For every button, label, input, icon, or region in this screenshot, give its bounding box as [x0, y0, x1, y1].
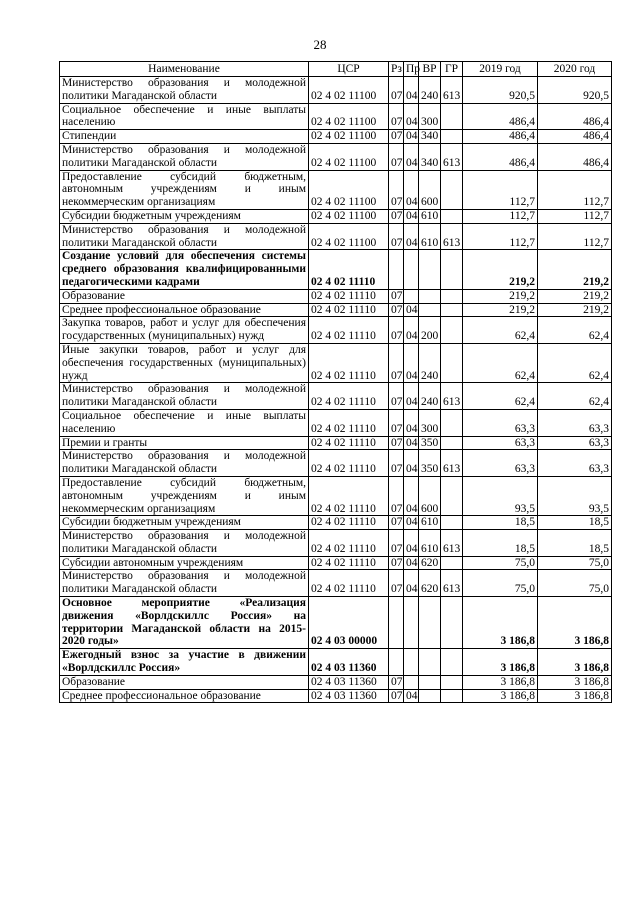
cell-2020: 62,4 [538, 343, 612, 382]
cell-pr: 04 [404, 343, 419, 382]
cell-csr: 02 4 02 11110 [309, 383, 389, 410]
cell-name: Ежегодный взнос за участие в движении «Ворлдскиллс Россия» [60, 649, 309, 676]
cell-2020: 219,2 [538, 250, 612, 289]
table-row [60, 383, 612, 410]
cell-vr: 300 [419, 103, 441, 130]
cell-2020: 112,7 [538, 223, 612, 250]
cell-csr: 02 4 02 11100 [309, 103, 389, 130]
cell-pr [404, 289, 419, 303]
table-row [60, 303, 612, 317]
cell-2020: 920,5 [538, 77, 612, 104]
cell-rz: 07 [389, 556, 404, 570]
cell-rz: 07 [389, 689, 404, 703]
cell-name: Субсидии автономным учреждениям [60, 556, 309, 570]
cell-csr: 02 4 02 11110 [309, 450, 389, 477]
cell-vr: 340 [419, 130, 441, 144]
cell-gr: 613 [441, 450, 463, 477]
cell-2019: 62,4 [463, 383, 538, 410]
cell-rz: 07 [389, 530, 404, 557]
cell-2020: 486,4 [538, 143, 612, 170]
table-row [60, 530, 612, 557]
cell-pr: 04 [404, 530, 419, 557]
cell-rz: 07 [389, 383, 404, 410]
cell-rz: 07 [389, 450, 404, 477]
cell-name: Создание условий для обеспечения системы среднего образования квалифицированными педагогическими кадрами [60, 250, 309, 289]
cell-2020: 18,5 [538, 516, 612, 530]
cell-gr [441, 436, 463, 450]
cell-name: Министерство образования и молодежной политики Магаданской области [60, 143, 309, 170]
cell-vr: 610 [419, 209, 441, 223]
cell-csr: 02 4 03 11360 [309, 689, 389, 703]
cell-name: Министерство образования и молодежной политики Магаданской области [60, 530, 309, 557]
cell-name: Министерство образования и молодежной политики Магаданской области [60, 570, 309, 597]
cell-name: Министерство образования и молодежной политики Магаданской области [60, 450, 309, 477]
cell-csr: 02 4 02 11110 [309, 250, 389, 289]
cell-2019: 219,2 [463, 303, 538, 317]
table-row [60, 476, 612, 515]
cell-2019: 486,4 [463, 143, 538, 170]
cell-2019: 3 186,8 [463, 689, 538, 703]
cell-csr: 02 4 02 11110 [309, 436, 389, 450]
cell-name: Субсидии бюджетным учреждениям [60, 209, 309, 223]
cell-csr: 02 4 02 11110 [309, 289, 389, 303]
cell-gr [441, 250, 463, 289]
cell-rz: 07 [389, 343, 404, 382]
cell-gr [441, 209, 463, 223]
cell-rz: 07 [389, 570, 404, 597]
cell-vr: 620 [419, 556, 441, 570]
cell-gr [441, 409, 463, 436]
cell-pr: 04 [404, 143, 419, 170]
cell-2020: 112,7 [538, 209, 612, 223]
cell-2019: 112,7 [463, 223, 538, 250]
cell-name: Министерство образования и молодежной политики Магаданской области [60, 223, 309, 250]
cell-pr: 04 [404, 689, 419, 703]
cell-vr [419, 649, 441, 676]
cell-vr [419, 303, 441, 317]
cell-rz [389, 597, 404, 649]
cell-gr [441, 130, 463, 144]
cell-vr [419, 689, 441, 703]
table-body [60, 77, 612, 703]
header-2020: 2020 год [538, 62, 612, 77]
cell-name: Предоставление субсидий бюджетным, автономным учреждениям и иным некоммерческим организациям [60, 476, 309, 515]
cell-name: Среднее профессиональное образование [60, 689, 309, 703]
cell-name: Закупка товаров, работ и услуг для обеспечения государственных (муниципальных) нужд [60, 317, 309, 344]
cell-2020: 63,3 [538, 450, 612, 477]
cell-vr: 620 [419, 570, 441, 597]
cell-rz: 07 [389, 675, 404, 689]
header-name: Наименование [60, 62, 309, 77]
cell-name: Предоставление субсидий бюджетным, автономным учреждениям и иным некоммерческим организациям [60, 170, 309, 209]
cell-2019: 75,0 [463, 570, 538, 597]
table-row [60, 556, 612, 570]
cell-2019: 63,3 [463, 409, 538, 436]
cell-gr [441, 675, 463, 689]
cell-2020: 63,3 [538, 409, 612, 436]
cell-csr: 02 4 02 11110 [309, 516, 389, 530]
cell-pr [404, 649, 419, 676]
cell-pr: 04 [404, 317, 419, 344]
cell-rz: 07 [389, 436, 404, 450]
cell-rz: 07 [389, 476, 404, 515]
cell-2020: 3 186,8 [538, 675, 612, 689]
cell-2020: 3 186,8 [538, 689, 612, 703]
cell-gr: 613 [441, 383, 463, 410]
budget-table [59, 61, 612, 703]
cell-rz: 07 [389, 209, 404, 223]
cell-pr [404, 597, 419, 649]
cell-gr [441, 343, 463, 382]
cell-rz [389, 649, 404, 676]
cell-rz: 07 [389, 143, 404, 170]
cell-2019: 93,5 [463, 476, 538, 515]
cell-csr: 02 4 02 11100 [309, 209, 389, 223]
cell-name: Премии и гранты [60, 436, 309, 450]
cell-csr: 02 4 03 11360 [309, 675, 389, 689]
cell-rz: 07 [389, 130, 404, 144]
cell-pr: 04 [404, 383, 419, 410]
cell-csr: 02 4 02 11100 [309, 130, 389, 144]
table-row [60, 77, 612, 104]
cell-2019: 75,0 [463, 556, 538, 570]
cell-pr: 04 [404, 556, 419, 570]
table-row [60, 289, 612, 303]
table-row [60, 570, 612, 597]
cell-2019: 3 186,8 [463, 597, 538, 649]
cell-2019: 62,4 [463, 343, 538, 382]
table-row [60, 223, 612, 250]
cell-pr: 04 [404, 476, 419, 515]
cell-rz: 07 [389, 77, 404, 104]
cell-vr: 610 [419, 223, 441, 250]
cell-name: Образование [60, 675, 309, 689]
cell-gr [441, 303, 463, 317]
cell-2019: 112,7 [463, 209, 538, 223]
cell-vr: 350 [419, 450, 441, 477]
cell-2020: 75,0 [538, 556, 612, 570]
cell-2019: 62,4 [463, 317, 538, 344]
cell-vr: 240 [419, 77, 441, 104]
cell-csr: 02 4 02 11110 [309, 409, 389, 436]
cell-gr [441, 103, 463, 130]
cell-vr: 600 [419, 170, 441, 209]
table-row [60, 409, 612, 436]
cell-vr: 610 [419, 530, 441, 557]
cell-gr [441, 556, 463, 570]
cell-rz: 07 [389, 516, 404, 530]
cell-gr [441, 689, 463, 703]
cell-gr: 613 [441, 143, 463, 170]
table-row [60, 143, 612, 170]
cell-gr [441, 649, 463, 676]
table-row [60, 597, 612, 649]
cell-pr: 04 [404, 130, 419, 144]
cell-csr: 02 4 02 11110 [309, 343, 389, 382]
table-header-row [60, 62, 612, 77]
cell-2019: 18,5 [463, 530, 538, 557]
cell-csr: 02 4 03 11360 [309, 649, 389, 676]
cell-gr [441, 516, 463, 530]
table-row [60, 516, 612, 530]
cell-2019: 486,4 [463, 103, 538, 130]
table-row [60, 103, 612, 130]
table-row [60, 343, 612, 382]
cell-csr: 02 4 02 11100 [309, 223, 389, 250]
cell-vr: 240 [419, 383, 441, 410]
table-row [60, 130, 612, 144]
cell-vr: 200 [419, 317, 441, 344]
cell-2019: 18,5 [463, 516, 538, 530]
cell-2020: 93,5 [538, 476, 612, 515]
cell-name: Образование [60, 289, 309, 303]
cell-pr: 04 [404, 436, 419, 450]
cell-csr: 02 4 02 11110 [309, 317, 389, 344]
cell-rz: 07 [389, 409, 404, 436]
cell-csr: 02 4 02 11110 [309, 303, 389, 317]
cell-name: Социальное обеспечение и иные выплаты населению [60, 103, 309, 130]
cell-name: Социальное обеспечение и иные выплаты населению [60, 409, 309, 436]
cell-gr [441, 317, 463, 344]
cell-2019: 3 186,8 [463, 675, 538, 689]
cell-gr: 613 [441, 223, 463, 250]
cell-2019: 63,3 [463, 436, 538, 450]
cell-pr: 04 [404, 409, 419, 436]
cell-2020: 62,4 [538, 317, 612, 344]
table-row [60, 250, 612, 289]
cell-rz: 07 [389, 223, 404, 250]
header-gr: ГР [441, 62, 463, 77]
cell-vr: 600 [419, 476, 441, 515]
cell-2020: 486,4 [538, 103, 612, 130]
cell-2020: 18,5 [538, 530, 612, 557]
cell-vr: 240 [419, 343, 441, 382]
cell-vr [419, 250, 441, 289]
cell-csr: 02 4 02 11100 [309, 143, 389, 170]
cell-csr: 02 4 02 11110 [309, 476, 389, 515]
cell-name: Субсидии бюджетным учреждениям [60, 516, 309, 530]
cell-name: Основное мероприятие «Реализация движения «Ворлдскиллс Россия» на территории Магаданской области на 2015-2020 годы» [60, 597, 309, 649]
cell-vr: 340 [419, 143, 441, 170]
cell-name: Стипендии [60, 130, 309, 144]
cell-gr: 613 [441, 530, 463, 557]
header-csr: ЦСР [309, 62, 389, 77]
cell-pr: 04 [404, 516, 419, 530]
cell-pr: 04 [404, 103, 419, 130]
cell-name: Иные закупки товаров, работ и услуг для обеспечения государственных (муниципальных) нужд [60, 343, 309, 382]
cell-2019: 219,2 [463, 289, 538, 303]
cell-name: Среднее профессиональное образование [60, 303, 309, 317]
cell-vr [419, 675, 441, 689]
table-row [60, 689, 612, 703]
cell-2020: 486,4 [538, 130, 612, 144]
cell-2019: 63,3 [463, 450, 538, 477]
table-row [60, 649, 612, 676]
cell-pr: 04 [404, 570, 419, 597]
header-rz: Рз [389, 62, 404, 77]
header-2019: 2019 год [463, 62, 538, 77]
cell-rz: 07 [389, 103, 404, 130]
cell-rz: 07 [389, 303, 404, 317]
cell-2019: 112,7 [463, 170, 538, 209]
table-row [60, 209, 612, 223]
cell-2019: 219,2 [463, 250, 538, 289]
cell-csr: 02 4 02 11110 [309, 570, 389, 597]
cell-2019: 486,4 [463, 130, 538, 144]
table-row [60, 436, 612, 450]
cell-pr: 04 [404, 209, 419, 223]
table-row [60, 170, 612, 209]
cell-vr: 350 [419, 436, 441, 450]
cell-2020: 219,2 [538, 303, 612, 317]
cell-gr [441, 289, 463, 303]
cell-csr: 02 4 02 11110 [309, 556, 389, 570]
cell-pr: 04 [404, 450, 419, 477]
cell-2020: 75,0 [538, 570, 612, 597]
cell-vr [419, 597, 441, 649]
header-vr: ВР [419, 62, 441, 77]
cell-rz [389, 250, 404, 289]
cell-2020: 219,2 [538, 289, 612, 303]
cell-csr: 02 4 02 11100 [309, 170, 389, 209]
cell-vr: 610 [419, 516, 441, 530]
cell-name: Министерство образования и молодежной политики Магаданской области [60, 383, 309, 410]
cell-gr: 613 [441, 77, 463, 104]
cell-pr: 04 [404, 303, 419, 317]
cell-gr [441, 476, 463, 515]
cell-rz: 07 [389, 289, 404, 303]
cell-pr: 04 [404, 223, 419, 250]
cell-csr: 02 4 02 11110 [309, 530, 389, 557]
cell-name: Министерство образования и молодежной политики Магаданской области [60, 77, 309, 104]
table-row [60, 450, 612, 477]
cell-gr [441, 597, 463, 649]
cell-pr: 04 [404, 77, 419, 104]
cell-vr [419, 289, 441, 303]
cell-2020: 63,3 [538, 436, 612, 450]
cell-2019: 920,5 [463, 77, 538, 104]
cell-rz: 07 [389, 317, 404, 344]
cell-2020: 112,7 [538, 170, 612, 209]
cell-gr: 613 [441, 570, 463, 597]
table-row [60, 317, 612, 344]
cell-vr: 300 [419, 409, 441, 436]
cell-rz: 07 [389, 170, 404, 209]
cell-gr [441, 170, 463, 209]
cell-csr: 02 4 03 00000 [309, 597, 389, 649]
cell-pr [404, 675, 419, 689]
cell-pr [404, 250, 419, 289]
cell-2020: 62,4 [538, 383, 612, 410]
cell-pr: 04 [404, 170, 419, 209]
cell-2020: 3 186,8 [538, 649, 612, 676]
cell-csr: 02 4 02 11100 [309, 77, 389, 104]
page-number: 28 [313, 37, 327, 52]
cell-2019: 3 186,8 [463, 649, 538, 676]
header-pr: Пр [404, 62, 419, 77]
table-row [60, 675, 612, 689]
cell-2020: 3 186,8 [538, 597, 612, 649]
